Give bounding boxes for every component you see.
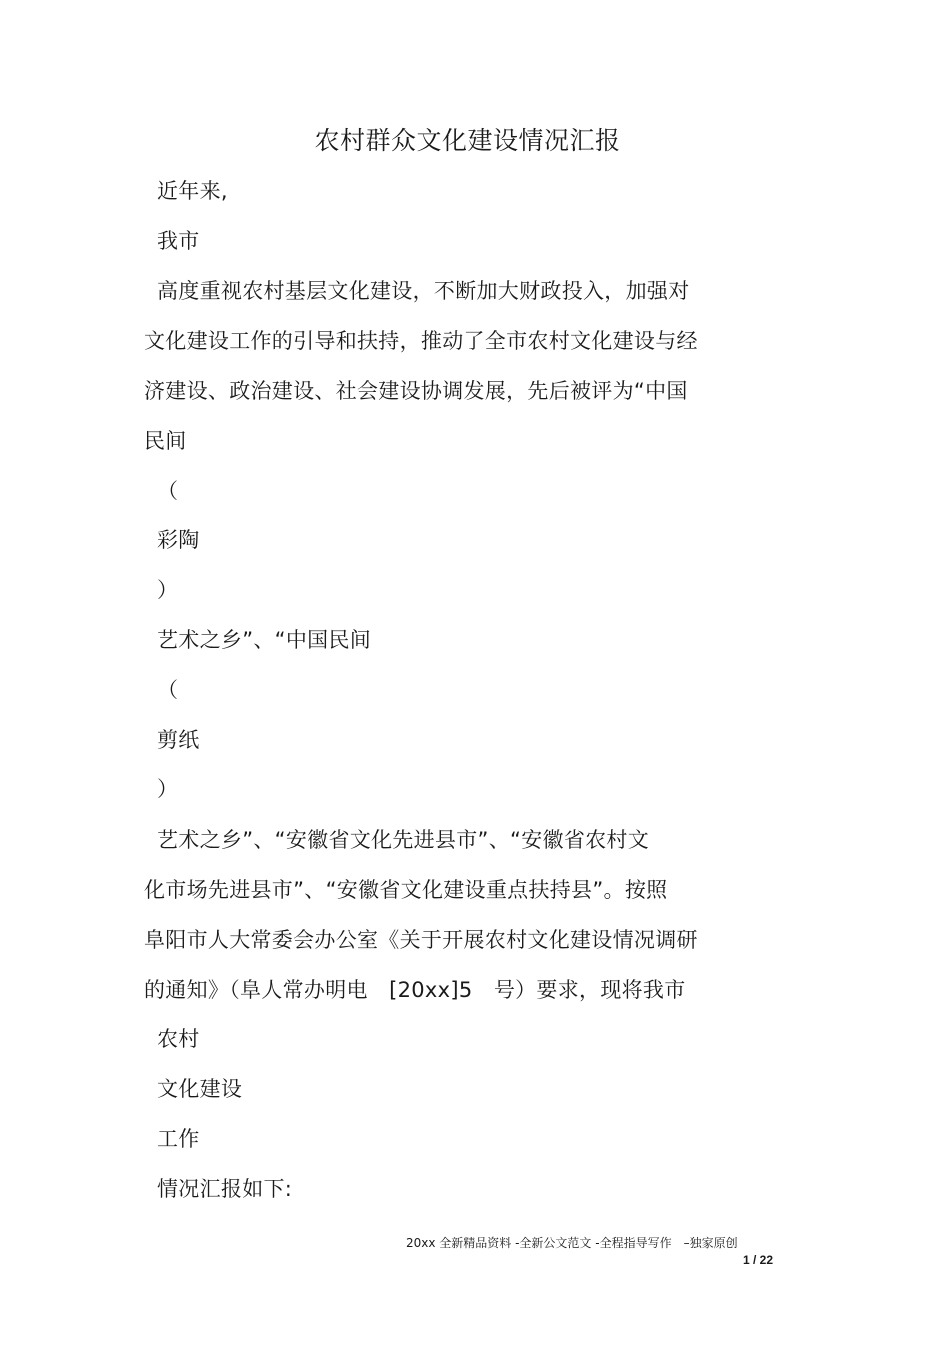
- body-line: ）: [157, 777, 179, 801]
- body-line: 高度重视农村基层文化建设，不断加大财政投入，加强对: [157, 279, 690, 303]
- body-line: 艺术之乡”、“安徽省文化先进县市”、“安徽省农村文: [157, 828, 650, 852]
- body-line: 剪纸: [157, 728, 200, 752]
- body-line: 情况汇报如下:: [157, 1177, 293, 1201]
- body-line: （: [157, 678, 179, 702]
- body-line: 文化建设: [157, 1077, 243, 1101]
- body-line: ）: [157, 578, 179, 602]
- body-line: （: [157, 479, 179, 503]
- body-line: 民间: [144, 429, 187, 453]
- body-line: 化市场先进县市”、“安徽省文化建设重点扶持县”。按照: [144, 878, 668, 902]
- page-title: 农村群众文化建设情况汇报: [314, 126, 621, 155]
- footer-text: 20xx 全新精品资料 -全新公文范文 -全程指导写作 –独家原创: [406, 1236, 738, 1250]
- body-line: 阜阳市人大常委会办公室《关于开展农村文化建设情况调研: [144, 928, 698, 952]
- body-line: 文化建设工作的引导和扶持，推动了全市农村文化建设与经: [144, 329, 698, 353]
- body-line: 艺术之乡”、“中国民间: [157, 628, 372, 652]
- body-line: 的通知》（阜人常办明电 [20xx]5 号）要求，现将我市: [144, 978, 686, 1002]
- body-line: 工作: [157, 1127, 200, 1151]
- body-line: 彩陶: [157, 528, 200, 552]
- body-line: 我市: [157, 229, 200, 253]
- body-line: 济建设、政治建设、社会建设协调发展，先后被评为“中国: [144, 379, 688, 403]
- body-line: 农村: [157, 1027, 200, 1051]
- body-line: 近年来,: [157, 179, 228, 203]
- page-number: 1 / 22: [743, 1253, 774, 1267]
